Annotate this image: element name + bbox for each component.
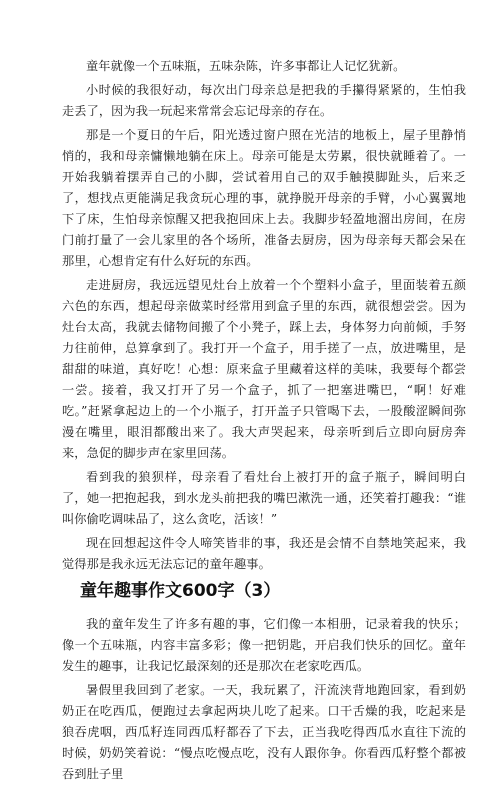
paragraph-summer-nap: 那是一个夏日的午后，阳光透过窗户照在光洁的地板上，屋子里静悄悄的，我和母亲慵懒地躺在床上。母亲可能是太劳累，很快就睡着了。一开始我躺着摆弄自己的小脚，尝试着用自己的双手触摸脚趾头，后来乏了，想找点更能满足我贪玩心理的事，就挣脱开母亲的手臂，小心翼翼地下了床，生怕母亲惊醒又把我抱回床上去。我脚步轻盈地溜出房间，在房门前打量了一会儿家里的各个场所，准备去厨房，因为母亲每天都会呆在那里，心想肯定有什么好玩的东西。 [62, 128, 466, 268]
section-heading: 童年趣事作文600字（3） [80, 581, 281, 601]
paragraph-childhood-album: 我的童年发生了许多有趣的事，它们像一本相册，记录着我的快乐；像一个五味瓶，内容丰富多彩；像一把钥匙，开启我们快乐的回忆。童年发生的趣事，让我记忆最深刻的还是那次在老家吃西瓜。 [62, 617, 466, 673]
paragraph-mother: 看到我的狼狈样，母亲看了看灶台上被打开的盒子瓶子，瞬间明白了，她一把抱起我，到水龙头前把我的嘴巴漱洗一通，还笑着打趣我：“谁叫你偷吃调味品了，这么贪吃，活该！” [62, 470, 466, 526]
paragraph-kitchen: 走进厨房，我远远望见灶台上放着一个个塑料小盒子，里面装着五颜六色的东西，想起母亲做菜时经常用到盒子里的东西，就很想尝尝。因为灶台太高，我就去储物间搬了个小凳子，踩上去，身体努力向前倾，手努力往前伸，总算拿到了。我打开一个盒子，用手搓了一点，放进嘴里，是甜甜的味道，真好吃！心想：原来盒子里藏着这样的美味，我要每个都尝一尝。接着，我又打开了另一个盒子，抓了一把塞进嘴巴，“啊！好难吃。”赶紧拿起边上的一个小瓶子，打开盖子只管喝下去，一股酸涩瞬间弥漫在嘴里，眼泪都酸出来了。我大声哭起来，母亲听到后立即向厨房奔来，急促的脚步声在家里回荡。 [62, 278, 466, 460]
paragraph-reflection: 现在回想起这件令人啼笑皆非的事，我还是会情不自禁地笑起来，我觉得那是我永远无法忘记的童年趣事。 [62, 536, 466, 571]
paragraph-watermelon: 暑假里我回到了老家。一天，我玩累了，汗流浃背地跑回家，看到奶奶正在吃西瓜，便跑过去拿起两块儿吃了起来。口干舌燥的我，吃起来是狼吞虎咽，西瓜籽连同西瓜籽都吞了下去，正当我吃得西瓜水直往下流的时候，奶奶笑着说：“慢点吃慢点吃，没有人跟你争。你看西瓜籽整个都被吞到肚子里 [62, 683, 466, 781]
paragraph-active-child: 小时候的我很好动，每次出门母亲总是把我的手攥得紧紧的，生怕我走丢了，因为我一玩起来常常会忘记母亲的存在。 [62, 83, 466, 118]
paragraph-intro: 童年就像一个五味瓶，五味杂陈，许多事都让人记忆犹新。 [86, 59, 406, 73]
